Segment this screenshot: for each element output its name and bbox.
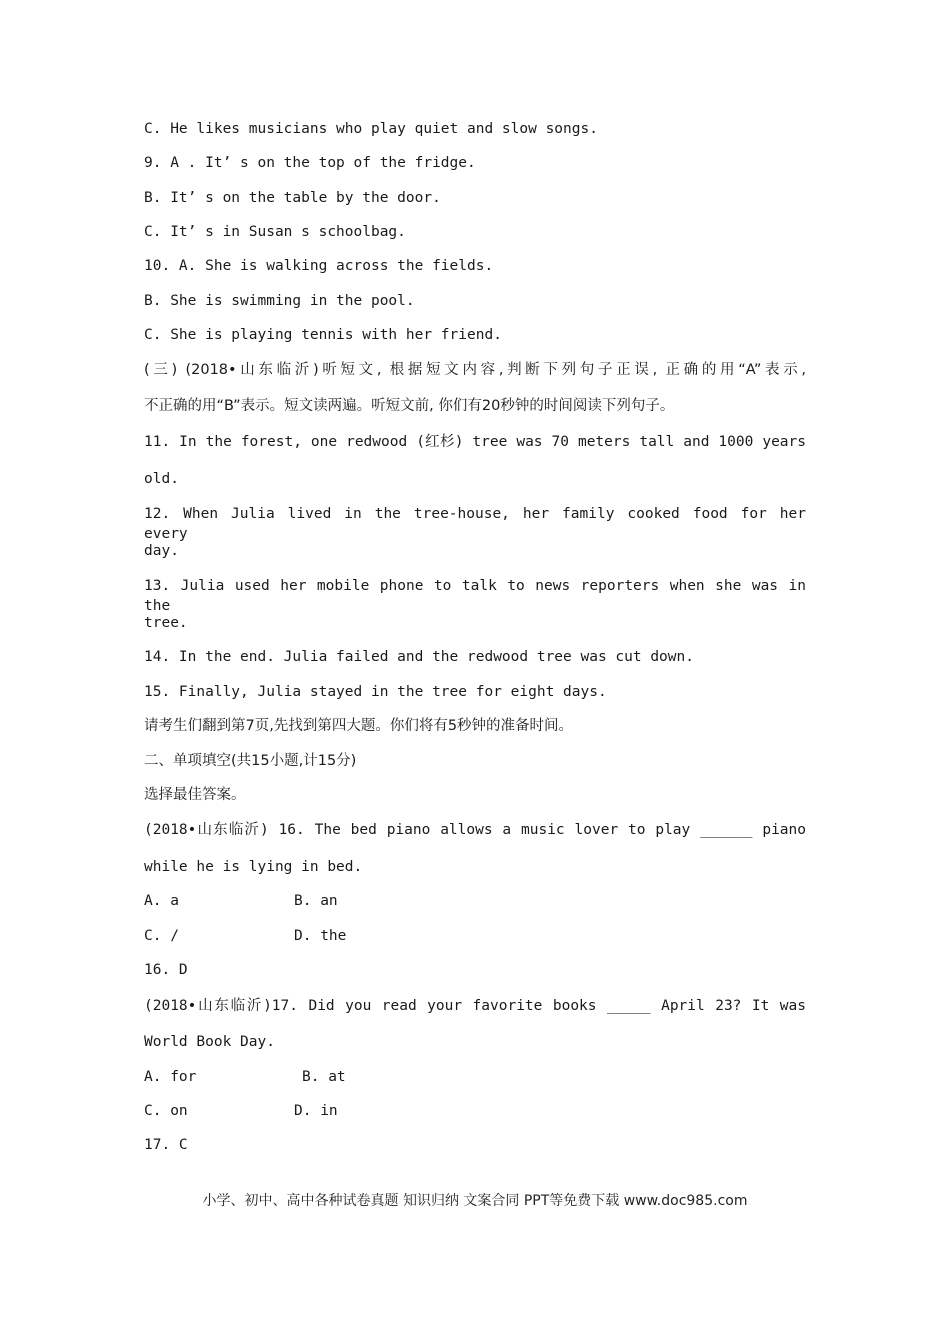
- q17-answer: 17. C: [144, 1137, 188, 1153]
- q10-option-a: 10. A. She is walking across the fields.: [144, 258, 494, 274]
- q16-option-a: A. a: [144, 893, 179, 909]
- q17-options-row1: [144, 1067, 806, 1087]
- q17-line1: (2018•山东临沂)17. Did you read your favorite books _____ April 23? It was: [144, 998, 806, 1014]
- q17-option-a: A. for: [144, 1069, 197, 1085]
- q10-option-b: B. She is swimming in the pool.: [144, 293, 415, 309]
- q16-option-c: C. /: [144, 928, 179, 944]
- section3-instruction-line2: 不正确的用“B”表示。短文读两遍。听短文前, 你们有20秒钟的时间阅读下列句子。: [144, 398, 675, 414]
- q9-option-c: C. It’ s in Susan s schoolbag.: [144, 224, 406, 240]
- notice-text: 请考生们翻到第7页,先找到第四大题。你们将有5秒钟的准备时间。: [144, 718, 574, 734]
- q16-answer: 16. D: [144, 962, 188, 978]
- q16-options-row2: [144, 926, 806, 946]
- q9-option-a: 9. A . It’ s on the top of the fridge.: [144, 155, 476, 171]
- q8-option-c: C. He likes musicians who play quiet and slow songs.: [144, 121, 598, 137]
- q16-option-d: D. the: [294, 928, 347, 944]
- q12-line2: day.: [144, 543, 179, 559]
- q17-option-c: C. on: [144, 1103, 188, 1119]
- q14-line1: 14. In the end. Julia failed and the redwood tree was cut down.: [144, 649, 694, 665]
- q13-line1: 13. Julia used her mobile phone to talk to news reporters when she was in the: [144, 578, 806, 614]
- q13-line2: tree.: [144, 615, 188, 631]
- q11-line1: 11. In the forest, one redwood (红杉) tree was 70 meters tall and 1000 years: [144, 434, 806, 450]
- q16-line1: (2018•山东临沂) 16. The bed piano allows a music lover to play ______ piano: [144, 822, 806, 838]
- q16-options-row1: [144, 891, 806, 911]
- q9-option-b: B. It’ s on the table by the door.: [144, 190, 441, 206]
- q17-option-d: D. in: [294, 1103, 338, 1119]
- q16-option-b: B. an: [294, 893, 338, 909]
- part2-subheading: 选择最佳答案。: [144, 787, 246, 803]
- q15-line1: 15. Finally, Julia stayed in the tree for eight days.: [144, 684, 607, 700]
- q17-option-b: B. at: [302, 1069, 346, 1085]
- q12-line1: 12. When Julia lived in the tree-house, her family cooked food for her every: [144, 506, 806, 542]
- page-footer: 小学、初中、高中各种试卷真题 知识归纳 文案合同 PPT等免费下载 www.doc985.com: [202, 1193, 748, 1209]
- q17-options-row2: [144, 1101, 806, 1121]
- q10-option-c: C. She is playing tennis with her friend.: [144, 327, 502, 343]
- part2-heading: 二、单项填空(共15小题,计15分): [144, 753, 357, 769]
- q16-line2: while he is lying in bed.: [144, 859, 363, 875]
- section3-instruction-line1: (三) (2018•山东临沂)听短文, 根据短文内容,判断下列句子正误, 正确的用“A”表示,: [144, 362, 806, 378]
- q11-line2: old.: [144, 471, 179, 487]
- q17-line2: World Book Day.: [144, 1034, 275, 1050]
